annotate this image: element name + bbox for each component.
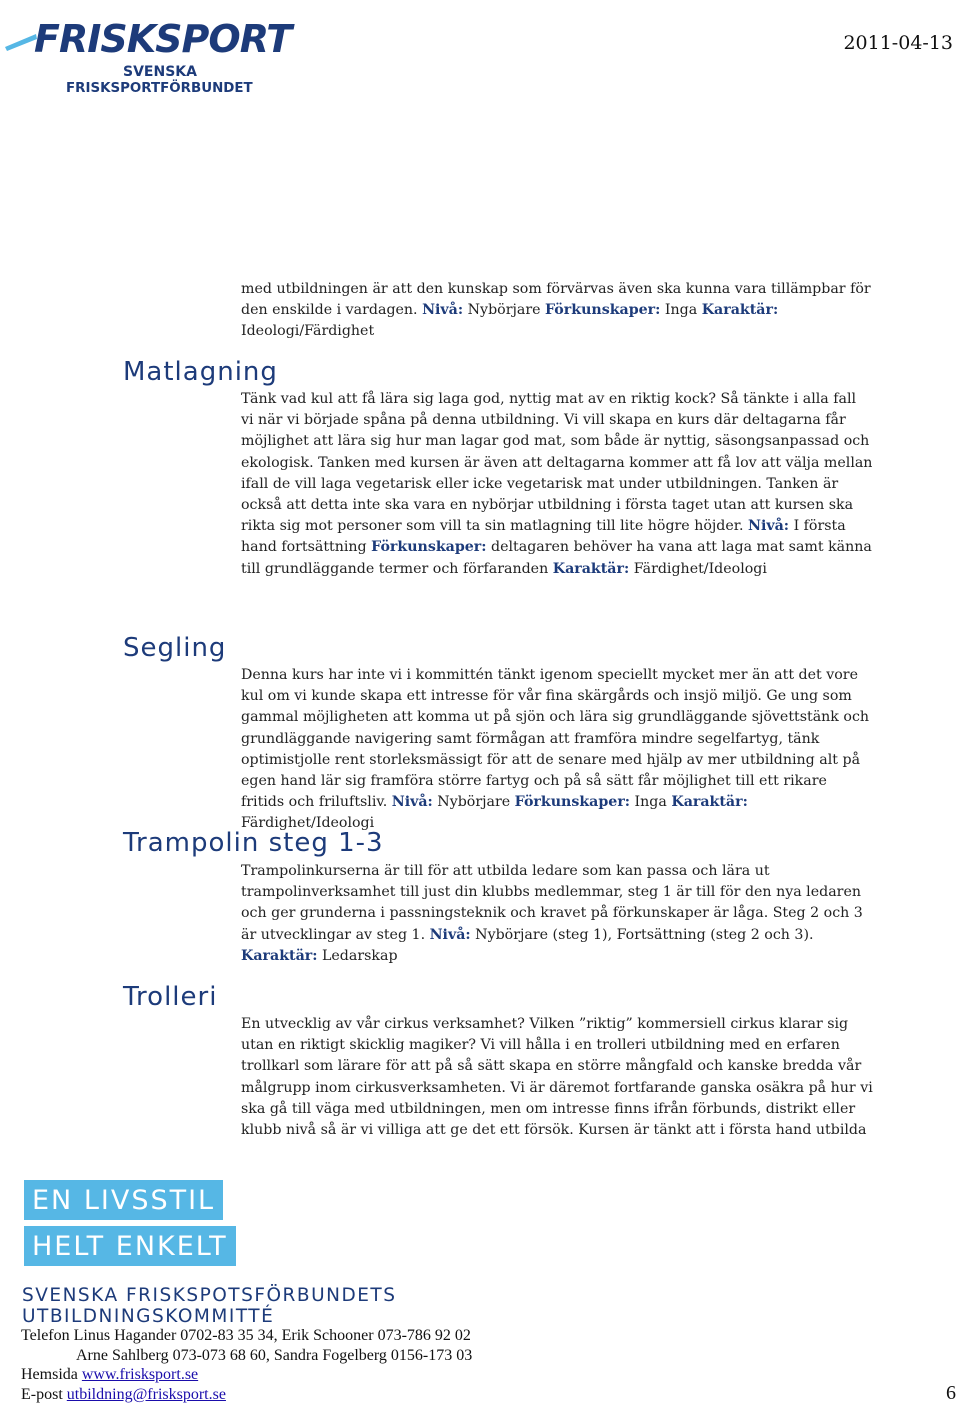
contact-phone-line1: Telefon Linus Hagander 0702-83 35 34, Erik Schooner 073-786 92 02 (21, 1327, 471, 1344)
text-run: Ledarskap (317, 947, 398, 964)
text-run: Inga (630, 794, 672, 811)
text-run: Denna kurs har inte vi i kommittén tänkt igenom speciellt mycket mer än att det vore kul om vi kunde skapa ett intresse för vår fina skärgårds och insjö miljö. Ge ung som gammal möjligheten att komma ut på sjön och lära sig grundläggande sjövettstänk och grundläggande navigering samt förmågan att framföra mindre segelfartyg, tänk optimistjolle rent storleksmässigt för att de senare med hjälp av mer utbildning alt på egen hand lär sig framföra större fartyg och på så sätt får möjlighet till ett rikare fritids och friluftsliv. (241, 667, 870, 811)
section-heading-segling: Segling (123, 633, 227, 663)
section-heading-matlagning: Matlagning (123, 357, 278, 387)
text-run: I första hand fortsättning (241, 518, 846, 556)
section-heading-trampolin: Trampolin steg 1-3 (123, 828, 384, 858)
website-link[interactable]: www.frisksport.se (81, 1366, 199, 1383)
email-label: E-post (21, 1386, 67, 1403)
text-run: Trampolinkurserna är till för att utbilda ledare som kan passa och lära ut trampolinverksamhet till just din klubbs medlemmar, steg 1 är till för den nya ledaren och ger grunderna i passningsteknik och kravet på förkunskaper är låga. Steg 2 och 3 är utvecklingar av steg 1. (241, 863, 863, 943)
text-run: En utvecklig av vår cirkus verksamhet? Vilken ”riktig” kommersiell cirkus klarar sig utan en riktigt skicklig magiker? Vi vill hålla i en trolleri utbildning med en erfaren trollkarl som lärare för att på så sätt skapa en större mångfald och kanske bredda vår målgrupp inom cirkusverksamheten. Vi är däremot fortfarande ganska osäkra på hur vi ska gå till väga med utbildningen, men om intresse finns ifrån förbunds, distrikt eller klubb nivå så är vi villiga att ge det ett försök. Kursen är tänkt att i första hand utbilda (241, 1016, 873, 1139)
contact-web (21, 1366, 198, 1384)
field-label: Nivå: (422, 302, 464, 319)
field-label: Karaktär: (671, 794, 748, 811)
field-label: Nivå: (391, 794, 433, 811)
section-body-matlagning (241, 389, 873, 580)
frisksport-logo (0, 0, 292, 100)
text-run: med utbildningen är att den kunskap som förvärvas även ska kunna vara tillämpbar för den enskilde i vardagen. (241, 281, 871, 319)
field-label: Karaktär: (552, 560, 630, 577)
slogan-tag-2: HELT ENKELT (24, 1226, 236, 1266)
text-run: Ideologi/Färdighet (241, 323, 375, 340)
section-body-trolleri (241, 1014, 873, 1141)
web-label: Hemsida (21, 1366, 82, 1383)
section-heading-trolleri: Trolleri (123, 982, 218, 1012)
text-run: Tänk vad kul att få lära sig laga god, nyttig mat av en riktig kock? Så tänkte i alla fall vi när vi började spåna på denna utbildning. Vi vill skapa en kurs där deltagarna får möjlighet att lära sig hur man lagar god mat, som både är nyttig, säsongsanpassad och ekologisk. Tanken med kursen är även att deltagarna kommer att få lov att välja mellan ifall de vill laga vegetarisk eller icke vegetarisk mat under utbildningen. Tanken är också att detta inte ska vara en nybörjar utbildning i första taget utan att kursen ska rikta sig mot personer som vill ta sin matlagning till lite högre höjder. (241, 391, 873, 535)
org-name-line1: SVENSKA FRISKSPOTSFÖRBUNDETS (22, 1285, 397, 1306)
text-run: Nybörjare (steg 1), Fortsättning (steg 2 och 3). (470, 926, 814, 943)
section-body-trampolin (241, 861, 873, 967)
field-label: Förkunskaper: (545, 302, 661, 319)
contact-phone-line2: Arne Sahlberg 073-073 68 60, Sandra Fogelberg 0156-173 03 (76, 1347, 473, 1364)
text-run: Färdighet/Ideologi (629, 560, 767, 577)
field-label: Förkunskaper: (514, 794, 631, 811)
text-run: Inga (660, 302, 702, 319)
text-run: Nybörjare (432, 794, 515, 811)
section-body-segling (241, 665, 873, 835)
text-run: deltagaren behöver ha vana att laga mat samt känna till grundläggande termer och förfaranden (241, 539, 872, 577)
intro-paragraph (241, 279, 873, 343)
slogan-tag-1: EN LIVSSTIL (24, 1180, 223, 1220)
field-label: Förkunskaper: (371, 539, 487, 556)
text-run: Nybörjare (463, 302, 546, 319)
field-label: Karaktär: (701, 302, 779, 319)
field-label: Karaktär: (241, 947, 318, 964)
org-name-line2: UTBILDNINGSKOMMITTÉ (22, 1306, 275, 1327)
contact-email (21, 1386, 226, 1404)
logo-line2: FRISKSPORTFÖRBUNDET (66, 81, 253, 96)
field-label: Nivå: (748, 518, 790, 535)
page-number: 6 (946, 1382, 956, 1404)
logo-line1: SVENSKA (123, 64, 197, 80)
document-date: 2011-04-13 (843, 32, 953, 54)
text-run: Färdighet/Ideologi (241, 815, 375, 832)
logo-word: FRISKSPORT (34, 17, 292, 61)
field-label: Nivå: (429, 926, 471, 943)
email-link[interactable]: utbildning@frisksport.se (66, 1386, 226, 1403)
